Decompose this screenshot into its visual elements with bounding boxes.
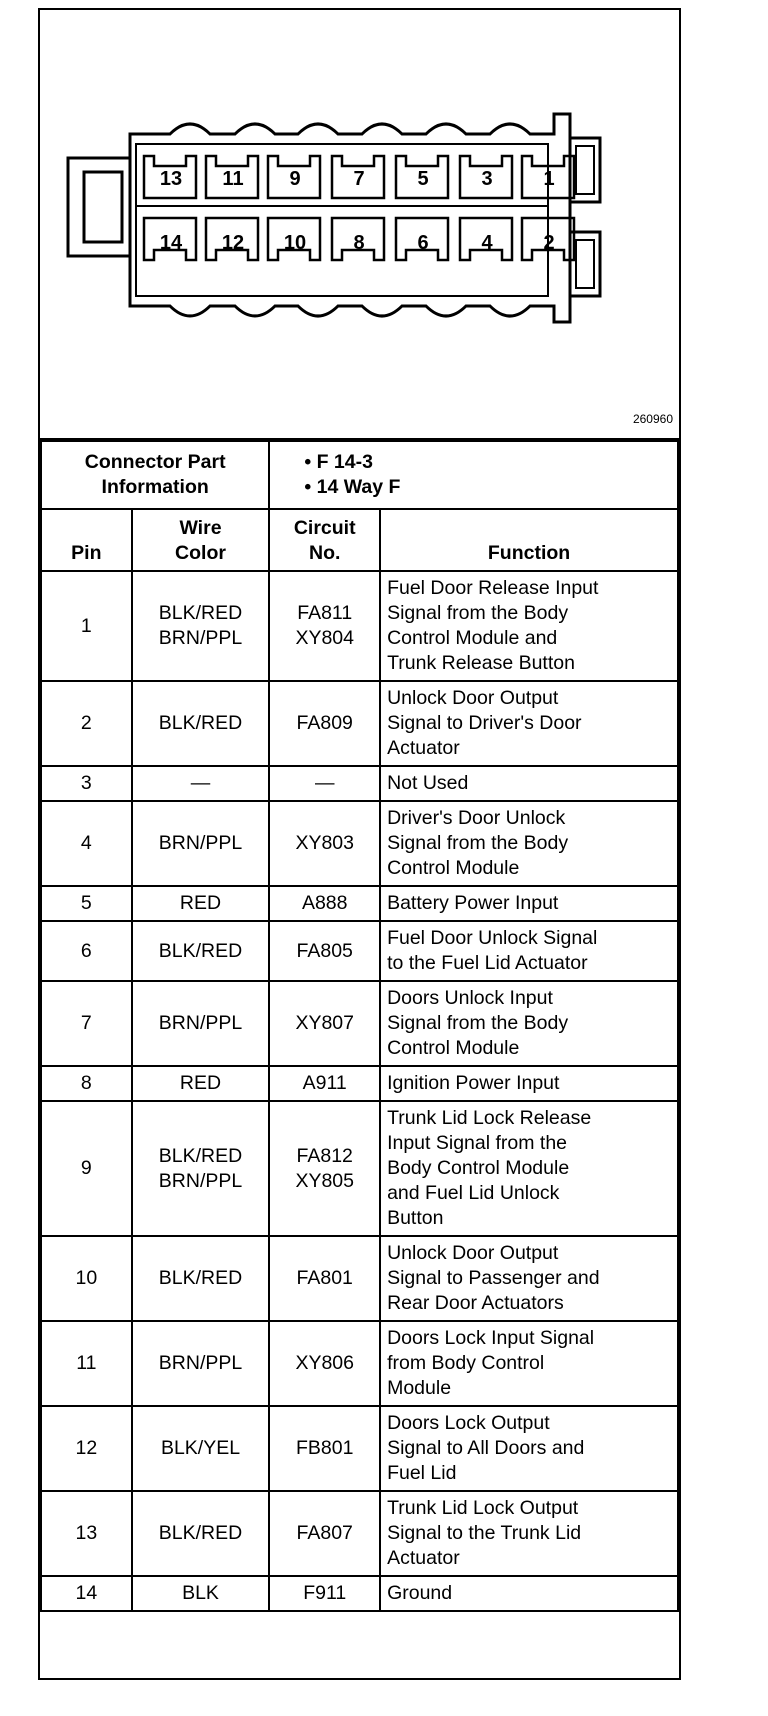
connector-info-label: Connector Part Information: [41, 441, 269, 509]
pin-cell: 2: [41, 681, 132, 766]
table-row: [41, 921, 678, 981]
function-cell: Battery Power Input: [380, 886, 678, 921]
function-cell: Unlock Door Output Signal to Passenger and Rear Door Actuators: [380, 1236, 678, 1321]
pin-cell: 6: [41, 921, 132, 981]
circuit-cell: —: [269, 766, 380, 801]
table-row: [41, 886, 678, 921]
function-cell: Trunk Lid Lock Release Input Signal from the Body Control Module and Fuel Lid Unlock Button: [380, 1101, 678, 1236]
table-row: [41, 1101, 678, 1236]
table-header-row: [41, 509, 678, 571]
pin-number-label: 12: [221, 232, 245, 254]
pin-number-label: 14: [159, 232, 183, 254]
wire-color-cell: RED: [132, 886, 270, 921]
pin-cell: 10: [41, 1236, 132, 1321]
table-row: [41, 1066, 678, 1101]
pin-number-label: 10: [283, 232, 307, 254]
wire-color-cell: BRN/PPL: [132, 981, 270, 1066]
wire-color-cell: BRN/PPL: [132, 1321, 270, 1406]
figure-id: 260960: [632, 412, 673, 426]
circuit-cell: FA811 XY804: [269, 571, 380, 681]
table-row: [41, 981, 678, 1066]
circuit-cell: A888: [269, 886, 380, 921]
table-row: [41, 681, 678, 766]
table-row: [41, 1576, 678, 1611]
circuit-cell: FA807: [269, 1491, 380, 1576]
circuit-cell: FB801: [269, 1406, 380, 1491]
table-row: [41, 571, 678, 681]
pin-cell: 14: [41, 1576, 132, 1611]
pin-cell: 9: [41, 1101, 132, 1236]
pin-cell: 13: [41, 1491, 132, 1576]
header-function: Function: [380, 509, 678, 571]
pin-number-label: 2: [543, 232, 555, 254]
wire-color-cell: BLK/YEL: [132, 1406, 270, 1491]
function-cell: Unlock Door Output Signal to Driver's Door Actuator: [380, 681, 678, 766]
pinout-table: [40, 440, 679, 1612]
circuit-cell: A911: [269, 1066, 380, 1101]
table-row: [41, 1236, 678, 1321]
connector-drawing: [40, 10, 679, 438]
function-cell: Ground: [380, 1576, 678, 1611]
connector-info-row: [41, 441, 678, 509]
wire-color-cell: BLK/RED: [132, 681, 270, 766]
connector-sheet: [38, 8, 681, 1680]
function-cell: Fuel Door Release Input Signal from the Body Control Module and Trunk Release Button: [380, 571, 678, 681]
function-cell: Doors Lock Output Signal to All Doors and Fuel Lid: [380, 1406, 678, 1491]
pin-cell: 7: [41, 981, 132, 1066]
circuit-cell: FA805: [269, 921, 380, 981]
function-cell: Trunk Lid Lock Output Signal to the Trunk Lid Actuator: [380, 1491, 678, 1576]
wire-color-cell: BLK: [132, 1576, 270, 1611]
header-circuit: Circuit No.: [269, 509, 380, 571]
header-pin: Pin: [41, 509, 132, 571]
pin-number-label: 13: [159, 168, 183, 190]
pin-number-label: 5: [417, 168, 429, 190]
pin-number-label: 6: [417, 232, 429, 254]
wire-color-cell: BRN/PPL: [132, 801, 270, 886]
header-wire-color: Wire Color: [132, 509, 270, 571]
function-cell: Driver's Door Unlock Signal from the Body Control Module: [380, 801, 678, 886]
circuit-cell: XY807: [269, 981, 380, 1066]
function-cell: Doors Lock Input Signal from Body Control Module: [380, 1321, 678, 1406]
table-row: [41, 1491, 678, 1576]
pin-number-label: 4: [481, 232, 493, 254]
table-row: [41, 801, 678, 886]
circuit-cell: FA812 XY805: [269, 1101, 380, 1236]
wire-color-cell: BLK/RED: [132, 1236, 270, 1321]
pin-cell: 5: [41, 886, 132, 921]
connector-diagram: [40, 10, 679, 440]
circuit-cell: XY803: [269, 801, 380, 886]
pin-cell: 12: [41, 1406, 132, 1491]
circuit-cell: FA801: [269, 1236, 380, 1321]
wire-color-cell: BLK/RED: [132, 1491, 270, 1576]
pin-cell: 8: [41, 1066, 132, 1101]
circuit-cell: FA809: [269, 681, 380, 766]
function-cell: Doors Unlock Input Signal from the Body Control Module: [380, 981, 678, 1066]
wire-color-cell: RED: [132, 1066, 270, 1101]
table-row: [41, 1406, 678, 1491]
wire-color-cell: BLK/RED: [132, 921, 270, 981]
function-cell: Fuel Door Unlock Signal to the Fuel Lid Actuator: [380, 921, 678, 981]
connector-way-count: • 14 Way F: [304, 476, 401, 498]
pin-number-label: 7: [353, 168, 365, 190]
pin-cell: 4: [41, 801, 132, 886]
pin-cell: 11: [41, 1321, 132, 1406]
pin-number-label: 1: [543, 168, 555, 190]
pin-cell: 3: [41, 766, 132, 801]
connector-part-number: • F 14-3: [304, 451, 373, 473]
pin-number-label: 8: [353, 232, 365, 254]
wire-color-cell: BLK/RED BRN/PPL: [132, 571, 270, 681]
pin-number-label: 3: [481, 168, 493, 190]
circuit-cell: F911: [269, 1576, 380, 1611]
circuit-cell: XY806: [269, 1321, 380, 1406]
table-row: [41, 766, 678, 801]
pin-number-label: 9: [289, 168, 301, 190]
pin-cell: 1: [41, 571, 132, 681]
function-cell: Not Used: [380, 766, 678, 801]
table-row: [41, 1321, 678, 1406]
connector-info-values: [269, 441, 678, 509]
wire-color-cell: —: [132, 766, 270, 801]
wire-color-cell: BLK/RED BRN/PPL: [132, 1101, 270, 1236]
pin-number-label: 11: [222, 168, 244, 190]
function-cell: Ignition Power Input: [380, 1066, 678, 1101]
